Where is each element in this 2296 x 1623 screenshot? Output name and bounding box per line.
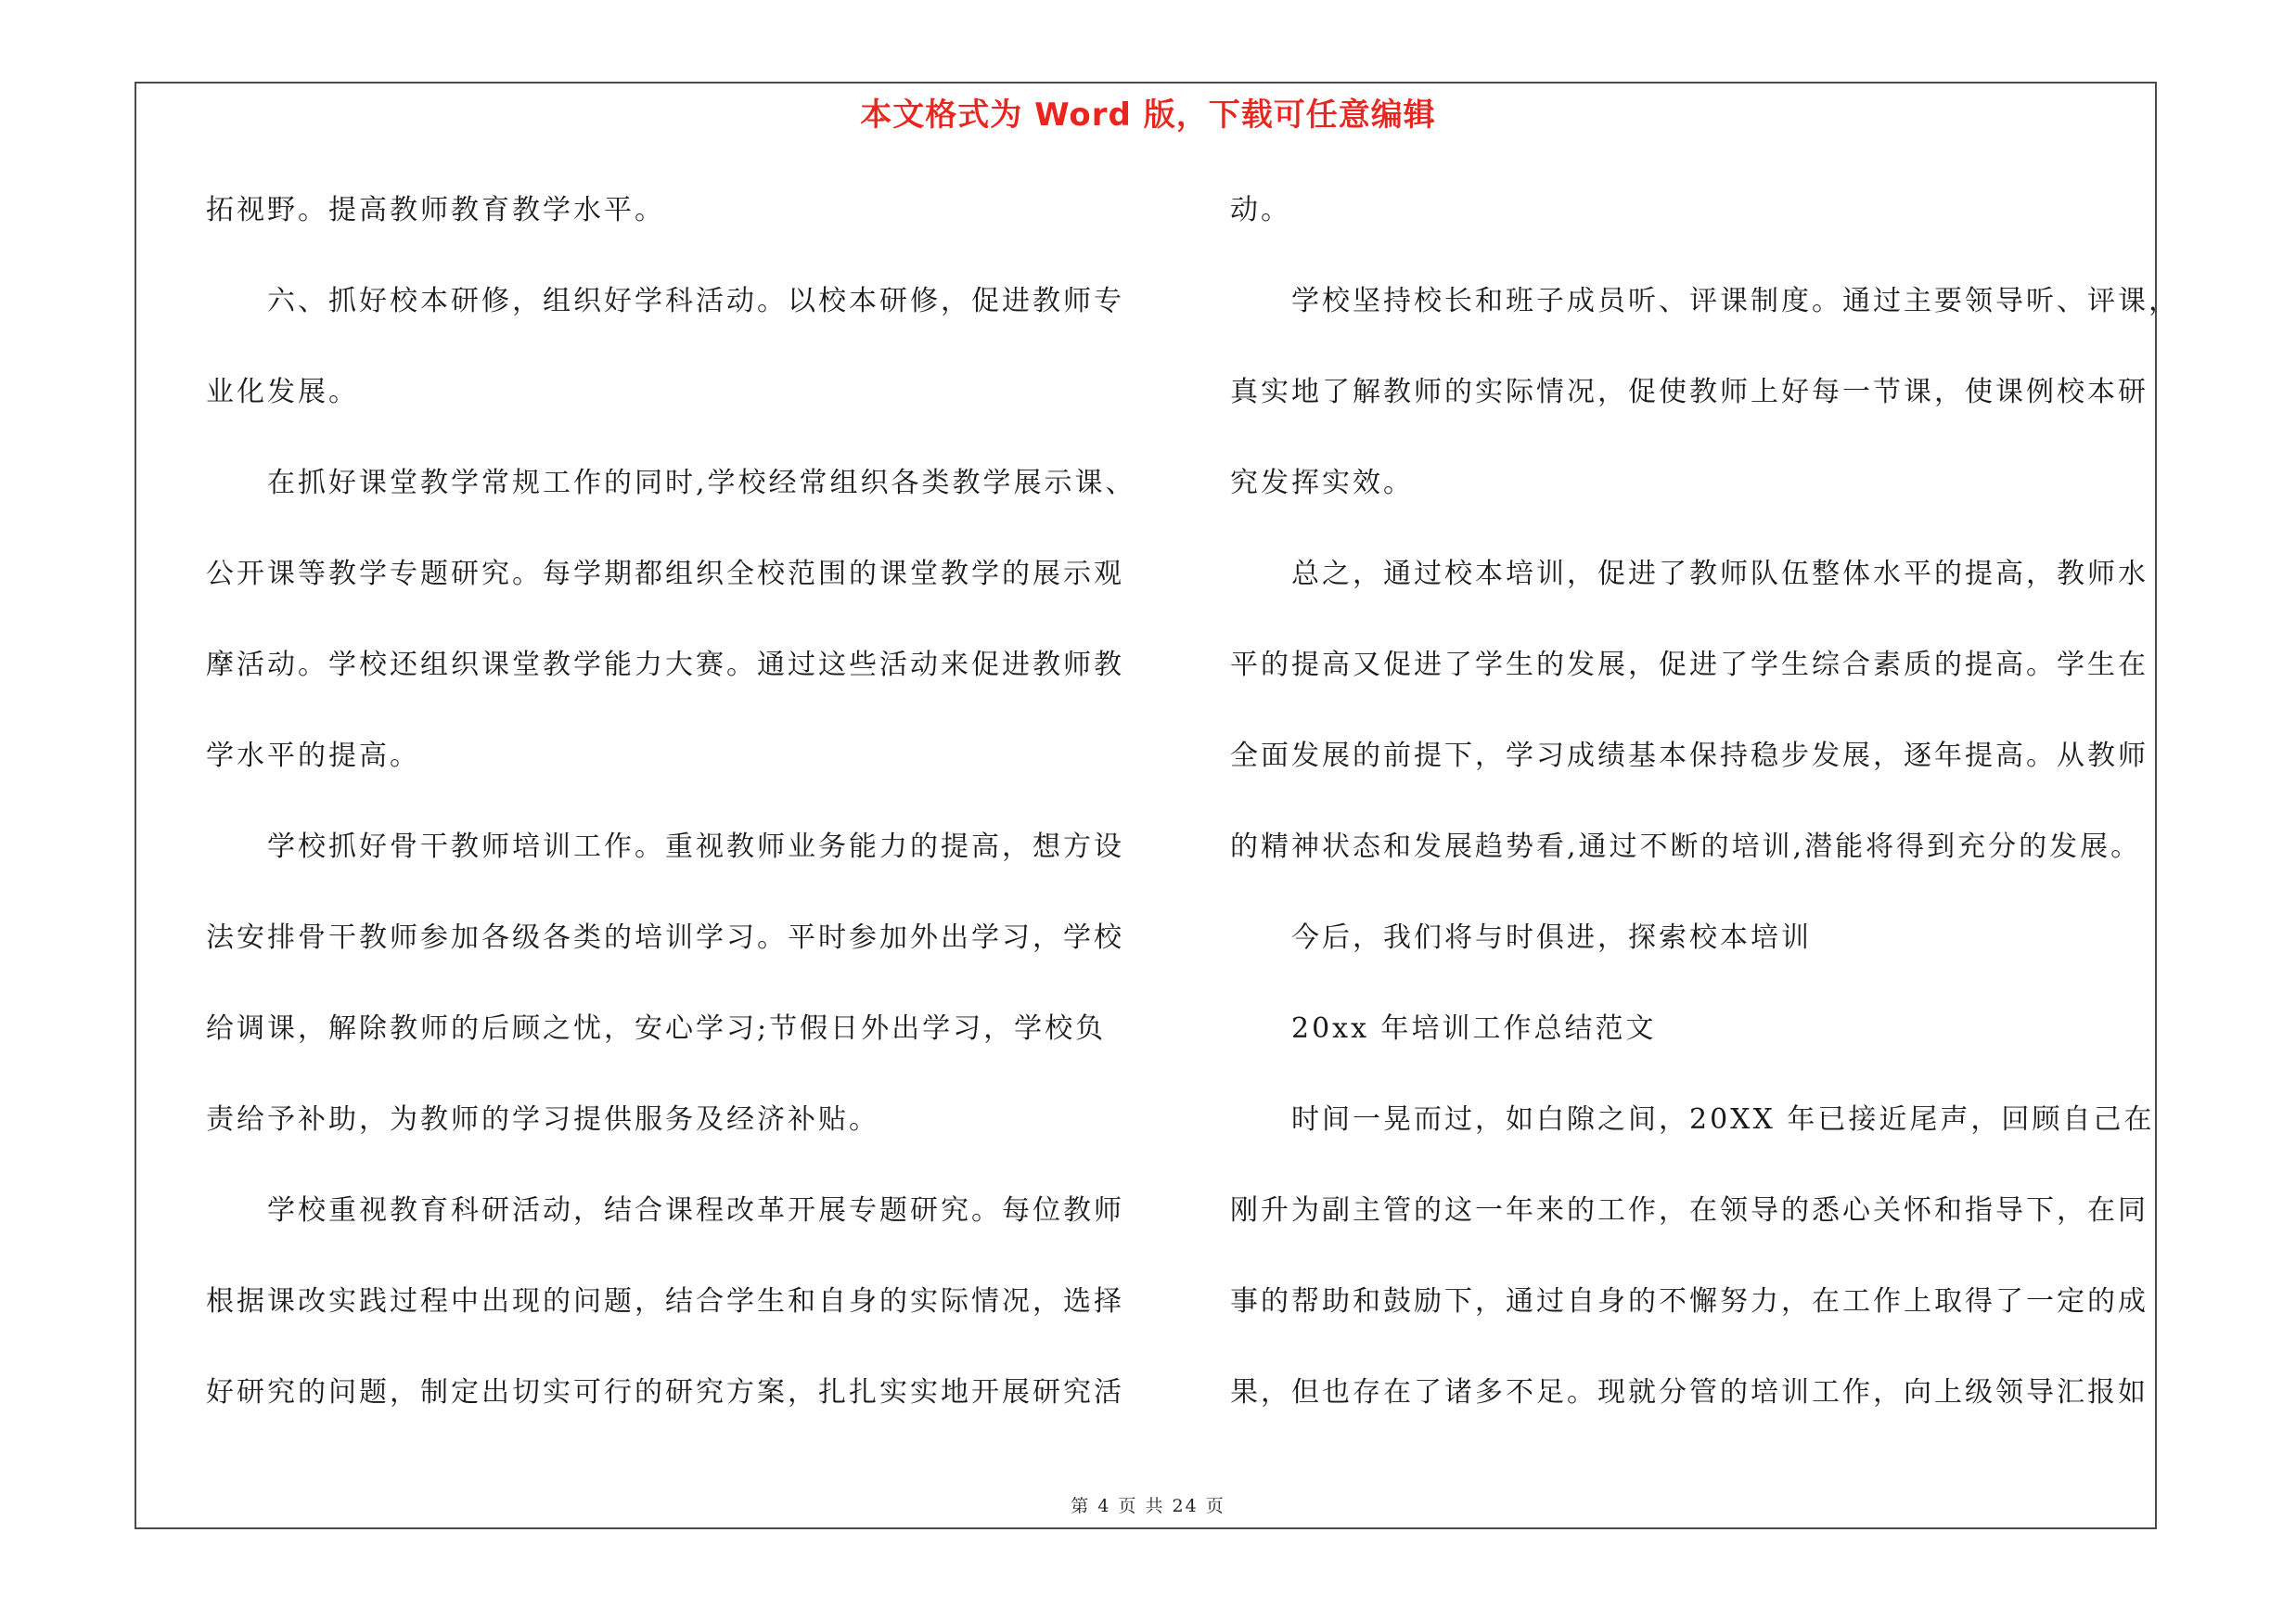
text-line: 事的帮助和鼓励下，通过自身的不懈努力，在工作上取得了一定的成 bbox=[1230, 1285, 2148, 1318]
text-line: 公开课等教学专题研究。每学期都组织全校范围的课堂教学的展示观 bbox=[206, 558, 1124, 590]
text-line: 动。 bbox=[1230, 194, 1291, 226]
text-line: 究发挥实效。 bbox=[1230, 467, 1414, 499]
text-line: 根据课改实践过程中出现的问题，结合学生和自身的实际情况，选择 bbox=[206, 1285, 1124, 1318]
word-format-banner bbox=[0, 89, 2296, 135]
text-line: 六、抓好校本研修，组织好学科活动。以校本研修，促进教师专 bbox=[267, 285, 1124, 317]
text-line: 拓视野。提高教师教育教学水平。 bbox=[206, 194, 665, 226]
text-line: 业化发展。 bbox=[206, 376, 359, 408]
text-line: 学校坚持校长和班子成员听、评课制度。通过主要领导听、评课， bbox=[1291, 285, 2179, 317]
text-line: 刚升为副主管的这一年来的工作，在领导的悉心关怀和指导下，在同 bbox=[1230, 1194, 2148, 1227]
text-line: 的精神状态和发展趋势看,通过不断的培训,潜能将得到充分的发展。 bbox=[1230, 831, 2142, 863]
page-number: 第 4 页 共 24 页 bbox=[1071, 1496, 1225, 1516]
text-line: 果，但也存在了诸多不足。现就分管的培训工作，向上级领导汇报如 bbox=[1230, 1376, 2148, 1409]
text-line: 平的提高又促进了学生的发展，促进了学生综合素质的提高。学生在 bbox=[1230, 649, 2148, 681]
text-line: 学校抓好骨干教师培训工作。重视教师业务能力的提高，想方设 bbox=[267, 831, 1124, 863]
text-line: 在抓好课堂教学常规工作的同时,学校经常组织各类教学展示课、 bbox=[267, 467, 1136, 499]
page-number-footer bbox=[0, 1492, 2296, 1517]
text-line: 好研究的问题，制定出切实可行的研究方案，扎扎实实地开展研究活 bbox=[206, 1376, 1124, 1409]
text-line: 时间一晃而过，如白隙之间，20XX 年已接近尾声，回顾自己在 bbox=[1291, 1103, 2155, 1136]
right-text-column bbox=[1230, 165, 2179, 1438]
text-line: 法安排骨干教师参加各级各类的培训学习。平时参加外出学习，学校 bbox=[206, 921, 1124, 954]
banner-text: 本文格式为 Word 版，下载可任意编辑 bbox=[860, 97, 1436, 134]
text-line: 总之，通过校本培训，促进了教师队伍整体水平的提高，教师水 bbox=[1291, 558, 2148, 590]
text-line: 摩活动。学校还组织课堂教学能力大赛。通过这些活动来促进教师教 bbox=[206, 649, 1124, 681]
text-line: 给调课，解除教师的后顾之忧，安心学习;节假日外出学习，学校负 bbox=[206, 1012, 1107, 1045]
text-line: 学水平的提高。 bbox=[206, 740, 420, 772]
left-text-column bbox=[206, 165, 1134, 1438]
text-line: 真实地了解教师的实际情况，促使教师上好每一节课，使课例校本研 bbox=[1230, 376, 2148, 408]
text-line: 20xx 年培训工作总结范文 bbox=[1291, 1012, 1657, 1045]
text-line: 今后，我们将与时俱进，探索校本培训 bbox=[1291, 921, 1812, 954]
text-line: 责给予补助，为教师的学习提供服务及经济补贴。 bbox=[206, 1103, 879, 1136]
text-line: 全面发展的前提下，学习成绩基本保持稳步发展，逐年提高。从教师 bbox=[1230, 740, 2148, 772]
text-line: 学校重视教育科研活动，结合课程改革开展专题研究。每位教师 bbox=[267, 1194, 1124, 1227]
